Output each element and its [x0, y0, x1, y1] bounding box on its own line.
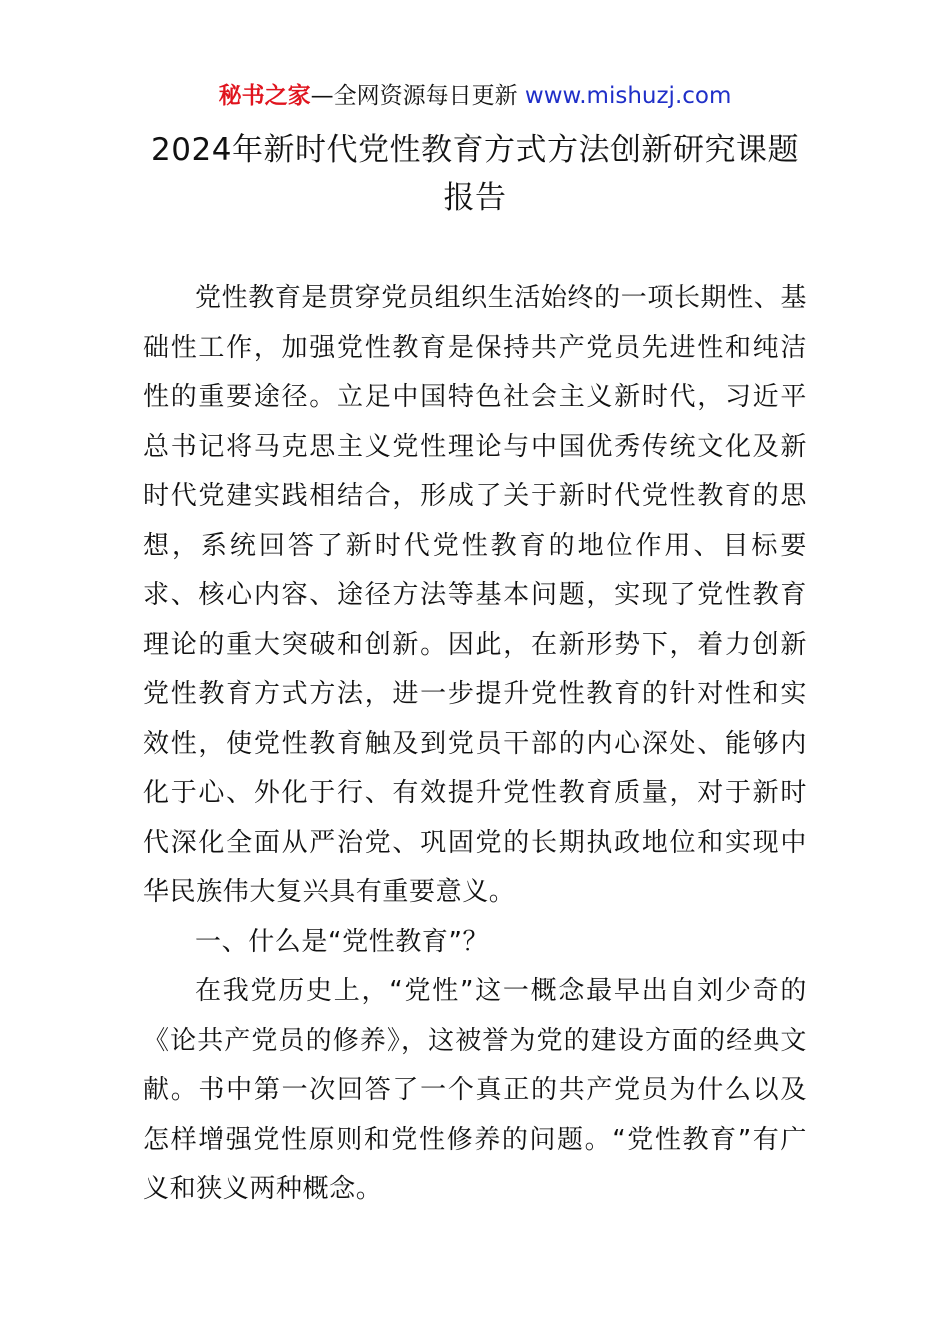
site-header [0, 78, 950, 114]
header-tagline: —全网资源每日更新 [310, 83, 518, 109]
section-heading: 一、什么是“党性教育”？ [195, 926, 490, 957]
brand-name: 秘书之家 [218, 83, 311, 109]
body-paragraph: 在我党历史上，“党性”这一概念最早出自刘少奇的《论共产党员的修养》，这被誉为党的建设方面的经典文献。书中第一次回答了一个真正的共产党员为什么以及怎样增强党性原则和党性修养的问题。“党性教育”有广义和狭义两种概念。 [143, 976, 807, 1204]
document-body [143, 274, 807, 1215]
intro-paragraph: 党性教育是贯穿党员组织生活始终的一项长期性、基础性工作，加强党性教育是保持共产党员先进性和纯洁性的重要途径。立足中国特色社会主义新时代，习近平总书记将马克思主义党性理论与中国优秀传统文化及新时代党建实践相结合，形成了关于新时代党性教育的思想，系统回答了新时代党性教育的地位作用、目标要求、核心内容、途径方法等基本问题，实现了党性教育理论的重大突破和创新。因此，在新形势下，着力创新党性教育方式方法，进一步提升党性教育的针对性和实效性，使党性教育触及到党员干部的内心深处、能够内化于心、外化于行、有效提升党性教育质量，对于新时代深化全面从严治党、巩固党的长期执政地位和实现中华民族伟大复兴具有重要意义。 [143, 283, 807, 907]
title-line-1: 2024年新时代党性教育方式方法创新研究课题 [151, 132, 799, 168]
document-title [0, 126, 950, 222]
title-line-2: 报告 [443, 180, 507, 216]
site-url-link[interactable]: www.mishuzj.com [524, 83, 732, 109]
